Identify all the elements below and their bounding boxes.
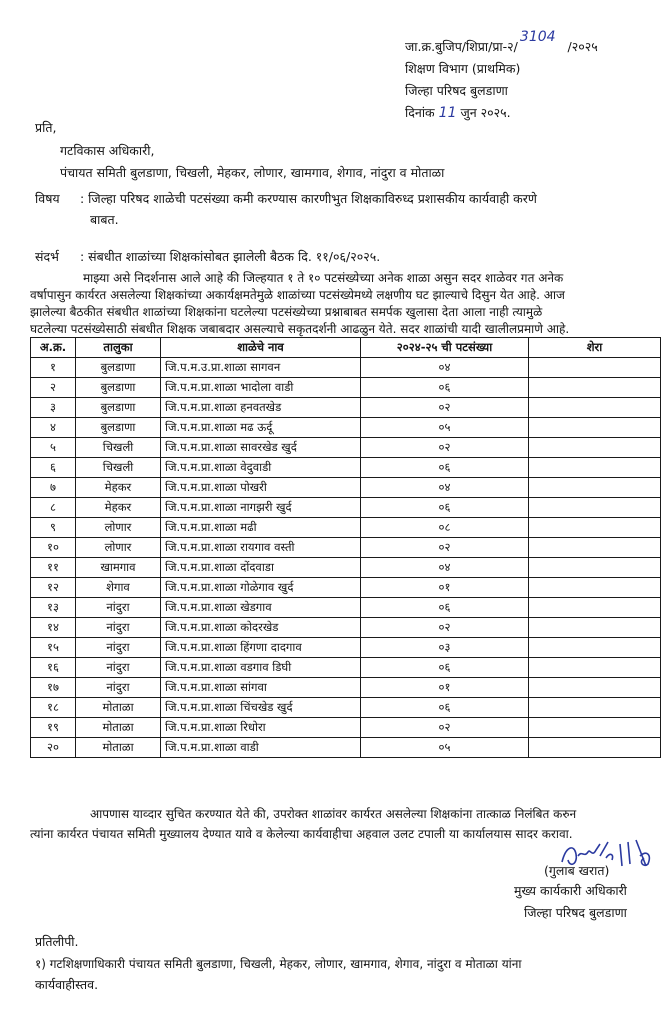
row-school-name: जि.प.म.प्रा.शाळा रायगाव वस्ती: [161, 538, 361, 558]
header-school-name: शाळेचे नाव: [161, 338, 361, 358]
row-enrollment: ०४: [361, 478, 529, 498]
row-enrollment: ०६: [361, 498, 529, 518]
header-serial: अ.क्र.: [31, 338, 76, 358]
row-serial: १२: [31, 578, 76, 598]
date-prefix: दिनांक: [405, 105, 435, 120]
table-row: [31, 498, 661, 518]
addressee-committees: पंचायत समिती बुलडाणा, चिखली, मेहकर, लोणार, खामगाव, शेगाव, नांदुरा व मोताळा: [60, 165, 445, 180]
table-row: [31, 618, 661, 638]
row-taluka: बुलडाणा: [76, 398, 161, 418]
row-serial: १०: [31, 538, 76, 558]
addressee-officer: गटविकास अधिकारी,: [60, 143, 155, 158]
row-remarks: [529, 478, 661, 498]
row-serial: ११: [31, 558, 76, 578]
row-enrollment: ०३: [361, 638, 529, 658]
reference-text: : संबधीत शाळांच्या शिक्षकांसोबत झालेली बैठक दि. ११/०६/२०२५.: [80, 249, 381, 264]
row-enrollment: ०२: [361, 398, 529, 418]
copy-line-2: कार्यवाहीस्तव.: [35, 977, 99, 992]
row-taluka: लोणार: [76, 538, 161, 558]
subject-label: विषय: [35, 191, 60, 206]
row-school-name: जि.प.म.प्रा.शाळा खेडगाव: [161, 598, 361, 618]
row-taluka: चिखली: [76, 438, 161, 458]
row-serial: ७: [31, 478, 76, 498]
row-remarks: [529, 558, 661, 578]
row-taluka: चिखली: [76, 458, 161, 478]
row-school-name: जि.प.म.प्रा.शाळा पोखरी: [161, 478, 361, 498]
row-enrollment: ०५: [361, 738, 529, 758]
copy-label: प्रतिलीपी.: [35, 934, 79, 949]
reference-prefix: जा.क्र.बुजिप/शिप्रा/प्रा-२/: [405, 39, 518, 54]
row-remarks: [529, 678, 661, 698]
row-taluka: मोताळा: [76, 738, 161, 758]
table-row: [31, 738, 661, 758]
row-remarks: [529, 358, 661, 378]
row-enrollment: ०४: [361, 558, 529, 578]
signatory-name: (गुलाब खरात): [544, 863, 610, 878]
row-taluka: मेहकर: [76, 478, 161, 498]
row-school-name: जि.प.म.प्रा.शाळा वाडी: [161, 738, 361, 758]
row-serial: ४: [31, 418, 76, 438]
row-remarks: [529, 418, 661, 438]
row-serial: १८: [31, 698, 76, 718]
row-remarks: [529, 618, 661, 638]
row-serial: २: [31, 378, 76, 398]
row-taluka: बुलडाणा: [76, 418, 161, 438]
handwritten-date: 11: [438, 105, 457, 121]
row-enrollment: ०१: [361, 578, 529, 598]
header-enrollment: २०२४-२५ ची पटसंख्या: [361, 338, 529, 358]
row-remarks: [529, 498, 661, 518]
row-taluka: नांदुरा: [76, 598, 161, 618]
table-row: [31, 398, 661, 418]
row-remarks: [529, 538, 661, 558]
table-row: [31, 718, 661, 738]
row-serial: १४: [31, 618, 76, 638]
table-body: [31, 358, 661, 758]
row-school-name: जि.प.म.प्रा.शाळा भादोला वाडी: [161, 378, 361, 398]
header-taluka: तालुका: [76, 338, 161, 358]
row-school-name: जि.प.म.प्रा.शाळा मढ ऊर्दू: [161, 418, 361, 438]
table-row: [31, 538, 661, 558]
closing-line-1: आपणास याव्दार सुचित करण्यात येते की, उपरोक्त शाळांवर कार्यरत असलेल्या शिक्षकांना तात्काळ निलंबित करुन: [90, 807, 577, 821]
row-school-name: जि.प.म.प्रा.शाळा मढी: [161, 518, 361, 538]
row-school-name: जि.प.म.प्रा.शाळा हिंगणा दादगाव: [161, 638, 361, 658]
body-line-2: वर्षापासुन कार्यरत असलेल्या शिक्षकांच्या अकार्यक्षमतेमुळे शाळांच्या पटसंख्येमध्ये लक्षणीय घट झाल्याचे दिसुन येत आहे. आज: [30, 288, 565, 302]
row-serial: ९: [31, 518, 76, 538]
table-row: [31, 638, 661, 658]
row-school-name: जि.प.म.प्रा.शाळा वेदुवाडी: [161, 458, 361, 478]
to-label: प्रति,: [35, 120, 57, 135]
row-enrollment: ०२: [361, 438, 529, 458]
table-row: [31, 578, 661, 598]
row-taluka: लोणार: [76, 518, 161, 538]
row-serial: १९: [31, 718, 76, 738]
row-serial: ३: [31, 398, 76, 418]
row-enrollment: ०२: [361, 538, 529, 558]
table-row: [31, 598, 661, 618]
department-name: शिक्षण विभाग (प्राथमिक): [405, 61, 521, 76]
row-school-name: जि.प.म.प्रा.शाळा वडगाव डिघी: [161, 658, 361, 678]
row-remarks: [529, 658, 661, 678]
table-row: [31, 698, 661, 718]
row-remarks: [529, 398, 661, 418]
row-serial: १३: [31, 598, 76, 618]
row-taluka: मोताळा: [76, 718, 161, 738]
row-school-name: जि.प.म.प्रा.शाळा नागझरी खुर्द: [161, 498, 361, 518]
row-remarks: [529, 518, 661, 538]
row-taluka: मेहकर: [76, 498, 161, 518]
row-enrollment: ०६: [361, 698, 529, 718]
row-enrollment: ०६: [361, 658, 529, 678]
row-remarks: [529, 738, 661, 758]
row-remarks: [529, 578, 661, 598]
letter-date: [405, 105, 511, 121]
row-school-name: जि.प.म.प्रा.शाळा गोळेगाव खुर्द: [161, 578, 361, 598]
row-enrollment: ०६: [361, 598, 529, 618]
row-remarks: [529, 638, 661, 658]
handwritten-ref-number: 3104: [519, 29, 556, 45]
subject-line-1: : जिल्हा परिषद शाळेची पटसंख्या कमी करण्यास कारणीभुत शिक्षकाविरुध्द प्रशासकीय कार्यवाही करणे: [80, 191, 537, 206]
row-serial: २०: [31, 738, 76, 758]
row-serial: १५: [31, 638, 76, 658]
table-row: [31, 478, 661, 498]
row-remarks: [529, 718, 661, 738]
table-row: [31, 378, 661, 398]
row-enrollment: ०६: [361, 458, 529, 478]
row-enrollment: ०२: [361, 718, 529, 738]
subject-line-2: बाबत.: [90, 212, 119, 227]
table-row: [31, 678, 661, 698]
row-remarks: [529, 438, 661, 458]
row-taluka: बुलडाणा: [76, 358, 161, 378]
row-taluka: नांदुरा: [76, 638, 161, 658]
table-row: [31, 518, 661, 538]
row-school-name: जि.प.म.उ.प्रा.शाळा सागवन: [161, 358, 361, 378]
row-taluka: नांदुरा: [76, 618, 161, 638]
row-school-name: जि.प.म.प्रा.शाळा कोदरखेड: [161, 618, 361, 638]
school-list-table: [30, 337, 661, 758]
date-suffix: जुन २०२५.: [460, 105, 511, 120]
row-remarks: [529, 698, 661, 718]
table-row: [31, 458, 661, 478]
table-row: [31, 418, 661, 438]
reference-number: [405, 29, 598, 55]
row-taluka: नांदुरा: [76, 658, 161, 678]
body-line-3: झालेल्या बैठकीत संबधीत शाळांच्या शिक्षकांना घटलेल्या पटसंख्येच्या प्रश्नाबाबत समर्पक खुलासा देता आला नाही त्यामुळे: [30, 305, 543, 319]
row-remarks: [529, 598, 661, 618]
row-taluka: खामगाव: [76, 558, 161, 578]
row-remarks: [529, 458, 661, 478]
copy-line-1: १) गटशिक्षणाधिकारी पंचायत समिती बुलडाणा, चिखली, मेहकर, लोणार, खामगाव, शेगाव, नांदुरा व मोताळा यांना: [35, 957, 522, 971]
row-school-name: जि.प.म.प्रा.शाळा चिंचखेड खुर्द: [161, 698, 361, 718]
closing-line-2: त्यांना कार्यरत पंचायत समिती मुख्यालय देण्यात यावे व केलेल्या कार्यवाहीचा अहवाल उलट टपाली या कार्यालयास सादर करावा.: [30, 827, 573, 841]
row-taluka: मोताळा: [76, 698, 161, 718]
row-taluka: नांदुरा: [76, 678, 161, 698]
table-header-row: [31, 338, 661, 358]
row-enrollment: ०५: [361, 418, 529, 438]
row-serial: १: [31, 358, 76, 378]
table-row: [31, 358, 661, 378]
table-row: [31, 438, 661, 458]
row-enrollment: ०२: [361, 618, 529, 638]
row-serial: ८: [31, 498, 76, 518]
row-enrollment: ०४: [361, 358, 529, 378]
row-school-name: जि.प.म.प्रा.शाळा रिधोरा: [161, 718, 361, 738]
row-school-name: जि.प.म.प्रा.शाळा सांगवा: [161, 678, 361, 698]
table-row: [31, 558, 661, 578]
header-remarks: शेरा: [529, 338, 661, 358]
reference-label: संदर्भ: [35, 249, 59, 264]
row-school-name: जि.प.म.प्रा.शाळा हनवतखेड: [161, 398, 361, 418]
row-serial: ६: [31, 458, 76, 478]
row-school-name: जि.प.म.प्रा.शाळा सावरखेड खुर्द: [161, 438, 361, 458]
reference-suffix: /२०२५: [567, 39, 598, 54]
row-taluka: बुलडाणा: [76, 378, 161, 398]
office-name: जिल्हा परिषद बुलडाणा: [405, 83, 508, 98]
row-remarks: [529, 378, 661, 398]
row-school-name: जि.प.म.प्रा.शाळा दोंदवाडा: [161, 558, 361, 578]
body-line-4: घटलेल्या पटसंख्येसाठी संबधीत शिक्षक जबाबदार असल्याचे सकृतदर्शनी आढळुन येते. सदर शाळांची यादी खालीलप्रमाणे आहे.: [30, 322, 570, 336]
row-serial: ५: [31, 438, 76, 458]
row-enrollment: ०१: [361, 678, 529, 698]
row-serial: १६: [31, 658, 76, 678]
signatory-designation: मुख्य कार्यकारी अधिकारी: [514, 883, 627, 898]
row-enrollment: ०६: [361, 378, 529, 398]
signatory-office: जिल्हा परिषद बुलडाणा: [524, 905, 627, 920]
row-enrollment: ०८: [361, 518, 529, 538]
row-taluka: शेगाव: [76, 578, 161, 598]
row-serial: १७: [31, 678, 76, 698]
body-line-1: माझ्या असे निदर्शनास आले आहे की जिल्हयात १ ते १० पटसंख्येच्या अनेक शाळा असुन सदर शाळेवर गत अनेक: [83, 271, 564, 285]
table-row: [31, 658, 661, 678]
